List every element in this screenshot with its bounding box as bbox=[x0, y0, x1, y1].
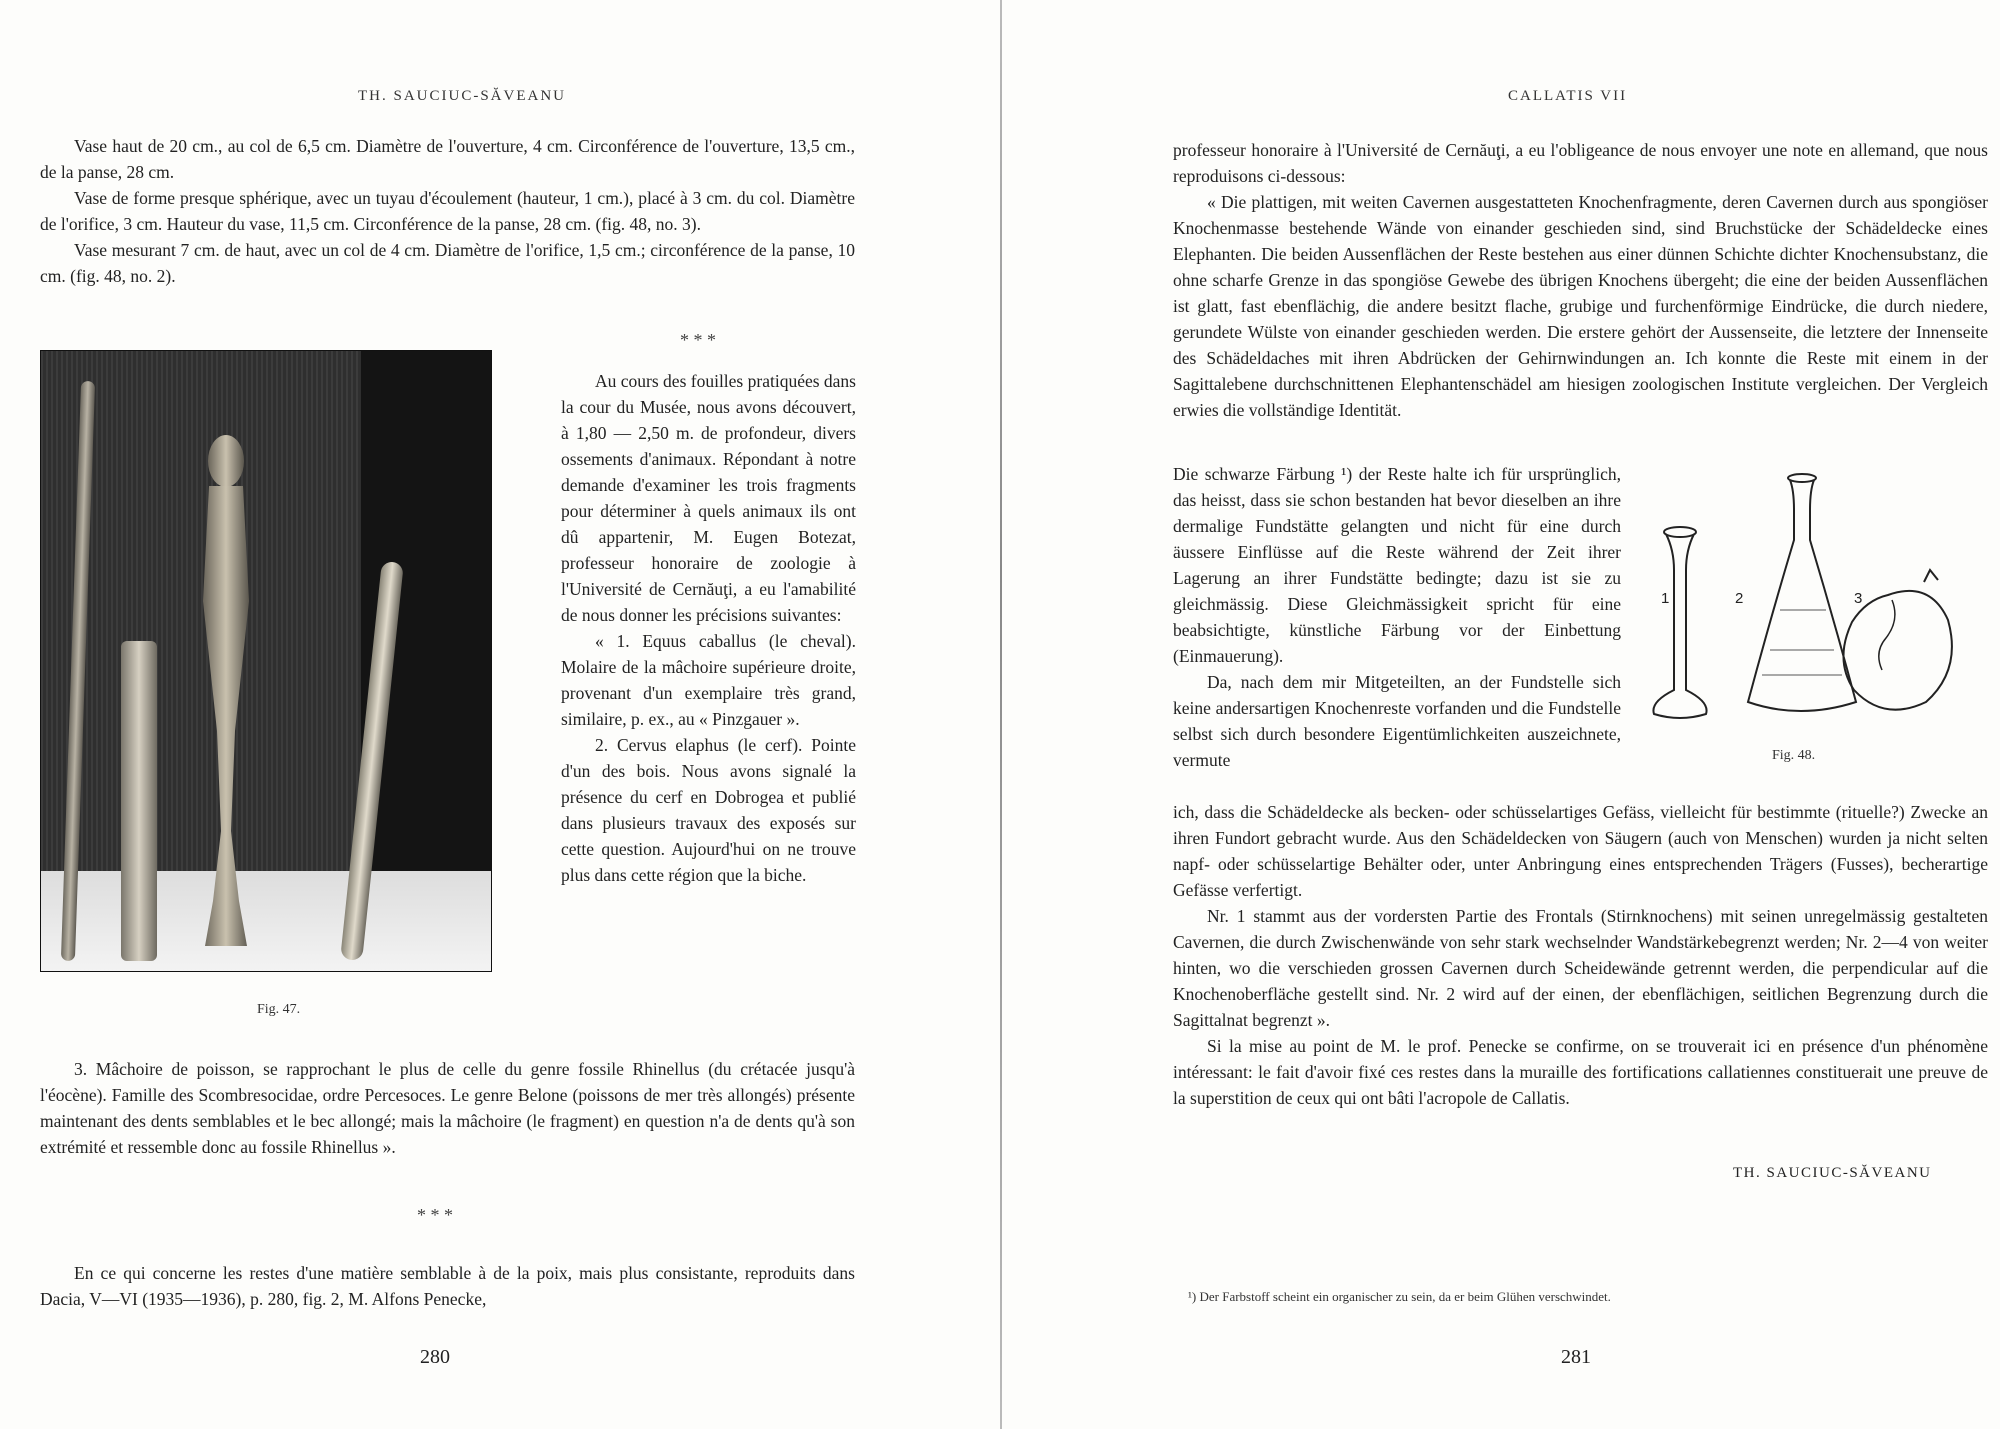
bone-figurine bbox=[191, 431, 261, 951]
german-note-block bbox=[1173, 137, 1988, 423]
fig48-caption: Fig. 48. bbox=[1772, 748, 1816, 763]
german-note-continuation bbox=[1173, 799, 1988, 1111]
paragraph: professeur honoraire à l'Université de Cernăuţi, a eu l'obligeance de nous envoyer une note en allemand, que nous reproduisons ci-dessous: bbox=[1173, 140, 1988, 186]
section-separator: * * * bbox=[680, 330, 716, 350]
book-gutter bbox=[1000, 0, 1002, 1429]
vase-descriptions bbox=[40, 133, 855, 289]
paragraph: « 1. Equus caballus (le cheval). Molaire de la mâchoire supérieure droite, provenant d'un exemplaire très grand, similaire, p. ex., au « Pinzgauer ». bbox=[561, 631, 856, 729]
paragraph: Vase de forme presque sphérique, avec un tuyau d'écoulement (hauteur, 1 cm.), placé à 3 cm. du col. Diamètre de l'orifice, 3 cm. Hauteur du vase, 11,5 cm. Circonférence de la panse, 28 cm. (fig. 48, no. 3). bbox=[40, 188, 855, 234]
fig47-caption: Fig. 47. bbox=[257, 1002, 301, 1017]
running-head: CALLATIS VII bbox=[1508, 88, 1628, 104]
fig48-label-2: 2 bbox=[1735, 590, 1744, 607]
right-page bbox=[1010, 0, 2000, 1429]
paragraph-pitch-remains bbox=[40, 1260, 855, 1312]
paragraph: « Die plattigen, mit weiten Cavernen ausgestatteten Knochenfragmente, deren Cavernen durch aus spongiöser Knochenmasse bestehende Wände von einander geschieden sind, sind Bruchstücke der Schädeldecke eines Elephanten. Die beiden Aussenflächen der Reste bestehen aus einer dünnen Schichte dichter Knochensubstanz, die ohne scharfe Grenze in das spongiöse Gewebe des übrigen Knochens übergeht; die eine der beiden Aussenflächen ist glatt, fast ebenflächig, die andere besitzt flache, grubige und furchenförmige Eindrücke, die durch niedere, gerundete Wülste von einander geschieden werden. Die erstere gehört der Aussenseite, die letztere der Innenseite des Schädeldaches mit ihren Abdrücken der Gehirnwindungen an. Ich konnte die Reste mit einem in der Sagittalebene durchschnittenen Elephantenschädel am hiesigen zoologischen Institute vergleichen. Der Vergleich erwies die vollständige Identität. bbox=[1173, 192, 1988, 420]
paragraph: Nr. 1 stammt aus der vordersten Partie des Frontals (Stirnknochens) mit seinen unregelmässig gestalteten Cavernen, die durch Zwischenwände von sehr stark wechselnder Wandstärkebegrenzt werden; Nr. 2—4 von weiter hinten, wo die verschieden grossen Cavernen durch Scheidewände getrennt werden, die perpendicular auf die Knochenoberfläche gestellt sind. Nr. 2 wird auf der einen, der ebenflächigen, seitlichen Begrenzung durch die Sagittalnat begrenzt ». bbox=[1173, 906, 1988, 1030]
left-page bbox=[0, 0, 990, 1429]
photo-floor bbox=[41, 871, 491, 971]
running-head: TH. SAUCIUC-SĂVEANU bbox=[358, 88, 567, 104]
fig48-label-1: 1 bbox=[1661, 590, 1670, 607]
paragraph: Si la mise au point de M. le prof. Penecke se confirme, on se trouverait ici en présence d'un phénomène intéressant: le fait d'avoir fixé ces restes dans la muraille des fortifications callatiennes constituerait une preuve de la superstition de ceux qui ont bâti l'acropole de Callatis. bbox=[1173, 1036, 1988, 1108]
author-signature: TH. SAUCIUC-SĂVEANU bbox=[1733, 1165, 1932, 1181]
zoology-report-column bbox=[561, 368, 856, 888]
paragraph-fish-jaw bbox=[40, 1056, 855, 1160]
fig48-vases-drawing bbox=[1630, 470, 1960, 740]
paragraph: Die schwarze Färbung ¹) der Reste halte ich für ursprünglich, das heisst, dass sie schon bestanden hat bevor dieselben an ihre dermalige Fundstätte gelangten und nicht für eine durch äussere Einflüsse auf die Reste während der Zeit ihrer Lagerung an ihrer Fundstätte bedingte; dazu ist sie zu gleichmässig. Diese Gleichmässigkeit spricht für eine beabsichtigte, künstliche Färbung vor der Einbettung (Einmauerung). bbox=[1173, 464, 1621, 666]
german-note-narrow bbox=[1173, 461, 1621, 773]
page-number: 281 bbox=[1561, 1346, 1591, 1368]
fig47-photograph bbox=[40, 350, 492, 972]
paragraph: Vase mesurant 7 cm. de haut, avec un col de 4 cm. Diamètre de l'orifice, 1,5 cm.; circonférence de la panse, 10 cm. (fig. 48, no. 2). bbox=[40, 240, 855, 286]
paragraph: 3. Mâchoire de poisson, se rapprochant le plus de celle du genre fossile Rhinellus (du crétacée jusqu'à l'éocène). Famille des Scombresocidae, ordre Percesoces. Le genre Belone (poissons de mer très allongés) présente maintenant des dents semblables et le bec allongé; mais la mâchoire (le fragment) en question n'a de dents qu'à son extrémité et ressemble donc au fossile Rhinellus ». bbox=[40, 1059, 855, 1157]
paragraph: Au cours des fouilles pratiquées dans la cour du Musée, nous avons découvert, à 1,80 — 2,50 m. de profondeur, divers ossements d'animaux. Répondant à notre demande d'examiner les trois fragments pour déterminer à quels animaux ils ont dû appartenir, M. Eugen Botezat, professeur honoraire de zoologie à l'Université de Cernăuţi, a eu l'amabilité de nous donner les précisions suivantes: bbox=[561, 371, 856, 625]
paragraph: ich, dass die Schädeldecke als becken- oder schüsselartiges Gefäss, vielleicht für bestimmte (rituelle?) Zwecke an ihren Fundort gebracht wurde. Aus den Schädeldecken von Säugern (auch von Menschen) wurden ja nicht selten napf- oder schüsselartige Behälter oder, unter Anbringung eines entsprechenden Trägers (Fusses), becherartige Gefässe verfertigt. bbox=[1173, 802, 1988, 900]
section-separator: * * * bbox=[417, 1205, 453, 1225]
paragraph: 2. Cervus elaphus (le cerf). Pointe d'un des bois. Nous avons signalé la présence du cerf en Dobrogea et publié dans plusieurs travaux des exposés sur cette question. Aujourd'hui on ne trouve plus dans cette région que la biche. bbox=[561, 735, 856, 885]
footnote: ¹) Der Farbstoff scheint ein organischer zu sein, da er beim Glühen verschwindet. bbox=[1188, 1289, 1611, 1304]
page-number: 280 bbox=[420, 1346, 450, 1368]
paragraph: Da, nach dem mir Mitgeteilten, an der Fundstelle sich keine andersartigen Knochenreste vorfanden und die Fundstelle selbst sich durch besondere Eigentümlichkeiten auszeichnete, vermute bbox=[1173, 672, 1621, 770]
paragraph: Vase haut de 20 cm., au col de 6,5 cm. Diamètre de l'ouverture, 4 cm. Circonférence de l'ouverture, 13,5 cm., de la panse, 28 cm. bbox=[40, 136, 855, 182]
bone-tube bbox=[121, 641, 157, 961]
paragraph: En ce qui concerne les restes d'une matière semblable à de la poix, mais plus consistante, reproduits dans Dacia, V—VI (1935—1936), p. 280, fig. 2, M. Alfons Penecke, bbox=[40, 1263, 855, 1309]
fig48-label-3: 3 bbox=[1854, 590, 1863, 607]
